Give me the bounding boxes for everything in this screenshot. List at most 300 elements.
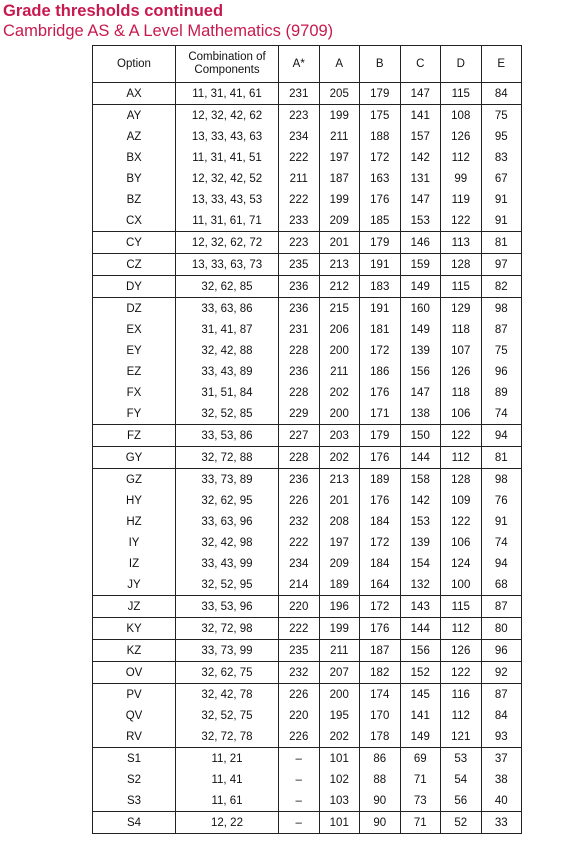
threshold-cell: 200 xyxy=(319,684,360,706)
threshold-cell: 98 xyxy=(481,469,522,491)
threshold-cell: 163 xyxy=(360,168,401,189)
threshold-cell: 139 xyxy=(400,532,441,553)
threshold-cell: 189 xyxy=(360,469,401,491)
grade-thresholds-table xyxy=(92,45,522,834)
components-cell: 11, 31, 41, 51 xyxy=(176,147,279,168)
threshold-cell: 101 xyxy=(319,812,360,834)
components-cell: 32, 62, 75 xyxy=(176,662,279,684)
table-row xyxy=(93,189,522,210)
threshold-cell: 96 xyxy=(481,640,522,662)
threshold-cell: 176 xyxy=(360,490,401,511)
threshold-cell: 207 xyxy=(319,662,360,684)
threshold-cell: 181 xyxy=(360,319,401,340)
threshold-cell: 229 xyxy=(279,403,320,425)
threshold-cell: 220 xyxy=(279,596,320,618)
components-cell: 12, 32, 62, 72 xyxy=(176,232,279,254)
table-row xyxy=(93,662,522,684)
page-subtitle: Cambridge AS & A Level Mathematics (9709) xyxy=(3,22,334,40)
threshold-cell: 232 xyxy=(279,511,320,532)
table-row xyxy=(93,126,522,147)
threshold-cell: 100 xyxy=(441,574,482,596)
threshold-cell: 179 xyxy=(360,425,401,447)
threshold-cell: 112 xyxy=(441,447,482,469)
threshold-cell: 92 xyxy=(481,662,522,684)
threshold-cell: 188 xyxy=(360,126,401,147)
threshold-cell: 152 xyxy=(400,662,441,684)
threshold-cell: 94 xyxy=(481,553,522,574)
components-cell: 13, 33, 43, 63 xyxy=(176,126,279,147)
components-cell: 33, 73, 89 xyxy=(176,469,279,491)
table-row xyxy=(93,790,522,812)
threshold-cell: 236 xyxy=(279,361,320,382)
threshold-cell: 82 xyxy=(481,276,522,298)
threshold-cell: 175 xyxy=(360,105,401,127)
table-row xyxy=(93,574,522,596)
threshold-cell: 126 xyxy=(441,640,482,662)
option-cell: HY xyxy=(93,490,176,511)
threshold-cell: 211 xyxy=(279,168,320,189)
threshold-cell: 201 xyxy=(319,232,360,254)
threshold-cell: 126 xyxy=(441,126,482,147)
column-header: A xyxy=(319,46,360,83)
option-cell: PV xyxy=(93,684,176,706)
threshold-cell: 222 xyxy=(279,147,320,168)
threshold-cell: 202 xyxy=(319,726,360,748)
threshold-cell: 211 xyxy=(319,640,360,662)
option-cell: DY xyxy=(93,276,176,298)
column-header: B xyxy=(360,46,401,83)
threshold-cell: 187 xyxy=(360,640,401,662)
option-cell: GZ xyxy=(93,469,176,491)
threshold-cell: 131 xyxy=(400,168,441,189)
table-row xyxy=(93,511,522,532)
option-cell: BY xyxy=(93,168,176,189)
threshold-cell: 236 xyxy=(279,469,320,491)
table-row xyxy=(93,319,522,340)
option-cell: EZ xyxy=(93,361,176,382)
option-cell: BZ xyxy=(93,189,176,210)
threshold-cell: 199 xyxy=(319,618,360,640)
column-header: A* xyxy=(279,46,320,83)
components-cell: 32, 42, 78 xyxy=(176,684,279,706)
threshold-cell: 38 xyxy=(481,769,522,790)
threshold-cell: 191 xyxy=(360,254,401,276)
column-header: D xyxy=(441,46,482,83)
threshold-cell: 147 xyxy=(400,83,441,105)
option-cell: KZ xyxy=(93,640,176,662)
table-row xyxy=(93,705,522,726)
threshold-cell: 235 xyxy=(279,254,320,276)
threshold-cell: 200 xyxy=(319,340,360,361)
table-row xyxy=(93,361,522,382)
table-header-row xyxy=(93,46,522,83)
threshold-cell: 144 xyxy=(400,618,441,640)
option-cell: EY xyxy=(93,340,176,361)
threshold-cell: 228 xyxy=(279,382,320,403)
table-row xyxy=(93,490,522,511)
table-row xyxy=(93,748,522,770)
threshold-cell: 87 xyxy=(481,319,522,340)
threshold-cell: 208 xyxy=(319,511,360,532)
threshold-cell: 172 xyxy=(360,596,401,618)
threshold-cell: 187 xyxy=(319,168,360,189)
threshold-cell: 235 xyxy=(279,640,320,662)
table-row xyxy=(93,684,522,706)
threshold-cell: 209 xyxy=(319,553,360,574)
components-cell: 32, 72, 98 xyxy=(176,618,279,640)
components-cell: 13, 33, 43, 53 xyxy=(176,189,279,210)
threshold-cell: 228 xyxy=(279,447,320,469)
threshold-cell: 147 xyxy=(400,382,441,403)
threshold-cell: 115 xyxy=(441,83,482,105)
threshold-cell: 176 xyxy=(360,618,401,640)
threshold-cell: 184 xyxy=(360,511,401,532)
components-cell: 33, 43, 89 xyxy=(176,361,279,382)
page-title: Grade thresholds continued xyxy=(3,2,224,20)
threshold-cell: 189 xyxy=(319,574,360,596)
threshold-cell: 199 xyxy=(319,189,360,210)
option-cell: AX xyxy=(93,83,176,105)
table-row xyxy=(93,105,522,127)
components-cell: 12, 22 xyxy=(176,812,279,834)
threshold-cell: 174 xyxy=(360,684,401,706)
threshold-cell: 96 xyxy=(481,361,522,382)
components-cell: 11, 21 xyxy=(176,748,279,770)
threshold-cell: 223 xyxy=(279,105,320,127)
threshold-cell: 143 xyxy=(400,596,441,618)
threshold-cell: 98 xyxy=(481,298,522,320)
threshold-cell: 112 xyxy=(441,705,482,726)
components-cell: 33, 73, 99 xyxy=(176,640,279,662)
threshold-cell: 146 xyxy=(400,232,441,254)
threshold-cell: 213 xyxy=(319,469,360,491)
threshold-cell: 153 xyxy=(400,210,441,232)
components-cell: 11, 41 xyxy=(176,769,279,790)
threshold-cell: 179 xyxy=(360,232,401,254)
option-cell: EX xyxy=(93,319,176,340)
threshold-cell: 226 xyxy=(279,684,320,706)
threshold-cell: 71 xyxy=(400,769,441,790)
table-row xyxy=(93,812,522,834)
threshold-cell: 191 xyxy=(360,298,401,320)
threshold-cell: 74 xyxy=(481,403,522,425)
threshold-cell: 122 xyxy=(441,662,482,684)
option-cell: HZ xyxy=(93,511,176,532)
threshold-cell: 196 xyxy=(319,596,360,618)
threshold-cell: 172 xyxy=(360,340,401,361)
threshold-cell: 93 xyxy=(481,726,522,748)
threshold-cell: 109 xyxy=(441,490,482,511)
threshold-cell: 75 xyxy=(481,105,522,127)
threshold-cell: 220 xyxy=(279,705,320,726)
threshold-cell: – xyxy=(279,812,320,834)
threshold-cell: 54 xyxy=(441,769,482,790)
components-cell: 33, 63, 96 xyxy=(176,511,279,532)
threshold-cell: 121 xyxy=(441,726,482,748)
threshold-cell: 90 xyxy=(360,790,401,812)
threshold-cell: 106 xyxy=(441,403,482,425)
threshold-cell: – xyxy=(279,790,320,812)
option-cell: JY xyxy=(93,574,176,596)
threshold-cell: 91 xyxy=(481,189,522,210)
threshold-cell: 115 xyxy=(441,596,482,618)
threshold-cell: 91 xyxy=(481,210,522,232)
components-cell: 32, 42, 98 xyxy=(176,532,279,553)
option-cell: S3 xyxy=(93,790,176,812)
threshold-cell: 81 xyxy=(481,447,522,469)
table-row xyxy=(93,726,522,748)
option-cell: S1 xyxy=(93,748,176,770)
threshold-cell: 94 xyxy=(481,425,522,447)
option-cell: S4 xyxy=(93,812,176,834)
threshold-cell: 84 xyxy=(481,705,522,726)
threshold-cell: 101 xyxy=(319,748,360,770)
threshold-cell: – xyxy=(279,769,320,790)
threshold-cell: 144 xyxy=(400,447,441,469)
threshold-cell: 231 xyxy=(279,83,320,105)
threshold-cell: 154 xyxy=(400,553,441,574)
threshold-cell: 182 xyxy=(360,662,401,684)
threshold-cell: 118 xyxy=(441,319,482,340)
option-cell: S2 xyxy=(93,769,176,790)
threshold-cell: 227 xyxy=(279,425,320,447)
threshold-cell: 95 xyxy=(481,126,522,147)
table-row xyxy=(93,210,522,232)
components-cell: 12, 32, 42, 52 xyxy=(176,168,279,189)
threshold-cell: 203 xyxy=(319,425,360,447)
threshold-cell: 158 xyxy=(400,469,441,491)
threshold-cell: 97 xyxy=(481,254,522,276)
table-body xyxy=(93,83,522,834)
threshold-cell: 202 xyxy=(319,447,360,469)
threshold-cell: 171 xyxy=(360,403,401,425)
components-cell: 32, 62, 85 xyxy=(176,276,279,298)
threshold-cell: 197 xyxy=(319,147,360,168)
threshold-cell: 138 xyxy=(400,403,441,425)
threshold-cell: 184 xyxy=(360,553,401,574)
threshold-cell: 108 xyxy=(441,105,482,127)
threshold-cell: 103 xyxy=(319,790,360,812)
threshold-cell: 86 xyxy=(360,748,401,770)
threshold-cell: 149 xyxy=(400,276,441,298)
threshold-cell: 176 xyxy=(360,447,401,469)
components-cell: 32, 52, 75 xyxy=(176,705,279,726)
table-row xyxy=(93,254,522,276)
threshold-cell: 84 xyxy=(481,83,522,105)
threshold-cell: 200 xyxy=(319,403,360,425)
threshold-cell: 89 xyxy=(481,382,522,403)
threshold-cell: 226 xyxy=(279,490,320,511)
threshold-cell: 128 xyxy=(441,254,482,276)
threshold-cell: 170 xyxy=(360,705,401,726)
components-cell: 11, 31, 61, 71 xyxy=(176,210,279,232)
threshold-cell: 206 xyxy=(319,319,360,340)
threshold-cell: 149 xyxy=(400,319,441,340)
threshold-cell: 99 xyxy=(441,168,482,189)
threshold-cell: 159 xyxy=(400,254,441,276)
threshold-cell: 185 xyxy=(360,210,401,232)
threshold-cell: 211 xyxy=(319,126,360,147)
threshold-cell: 150 xyxy=(400,425,441,447)
option-cell: KY xyxy=(93,618,176,640)
threshold-cell: 211 xyxy=(319,361,360,382)
option-cell: AY xyxy=(93,105,176,127)
threshold-cell: 156 xyxy=(400,361,441,382)
threshold-cell: 202 xyxy=(319,382,360,403)
threshold-cell: 142 xyxy=(400,147,441,168)
threshold-cell: 142 xyxy=(400,490,441,511)
table-row xyxy=(93,382,522,403)
threshold-cell: 56 xyxy=(441,790,482,812)
components-cell: 33, 53, 96 xyxy=(176,596,279,618)
option-cell: IY xyxy=(93,532,176,553)
option-cell: JZ xyxy=(93,596,176,618)
option-cell: AZ xyxy=(93,126,176,147)
table-row xyxy=(93,232,522,254)
threshold-cell: 68 xyxy=(481,574,522,596)
components-cell: 31, 51, 84 xyxy=(176,382,279,403)
threshold-cell: 236 xyxy=(279,276,320,298)
threshold-cell: 232 xyxy=(279,662,320,684)
option-cell: CX xyxy=(93,210,176,232)
components-cell: 32, 42, 88 xyxy=(176,340,279,361)
threshold-cell: 197 xyxy=(319,532,360,553)
threshold-cell: 129 xyxy=(441,298,482,320)
components-cell: 31, 41, 87 xyxy=(176,319,279,340)
threshold-cell: 212 xyxy=(319,276,360,298)
threshold-cell: 40 xyxy=(481,790,522,812)
threshold-cell: 119 xyxy=(441,189,482,210)
threshold-cell: 90 xyxy=(360,812,401,834)
threshold-cell: 132 xyxy=(400,574,441,596)
threshold-cell: 53 xyxy=(441,748,482,770)
components-cell: 32, 72, 88 xyxy=(176,447,279,469)
components-cell: 33, 63, 86 xyxy=(176,298,279,320)
components-cell: 13, 33, 63, 73 xyxy=(176,254,279,276)
components-cell: 33, 43, 99 xyxy=(176,553,279,574)
table-row xyxy=(93,469,522,491)
components-cell: 11, 31, 41, 61 xyxy=(176,83,279,105)
threshold-cell: 147 xyxy=(400,189,441,210)
threshold-cell: 223 xyxy=(279,232,320,254)
threshold-cell: 186 xyxy=(360,361,401,382)
threshold-cell: 91 xyxy=(481,511,522,532)
threshold-cell: 75 xyxy=(481,340,522,361)
threshold-cell: 234 xyxy=(279,553,320,574)
threshold-cell: 179 xyxy=(360,83,401,105)
column-header: Option xyxy=(93,46,176,83)
components-cell: 32, 52, 95 xyxy=(176,574,279,596)
components-cell: 32, 52, 85 xyxy=(176,403,279,425)
threshold-cell: 71 xyxy=(400,812,441,834)
threshold-cell: 222 xyxy=(279,532,320,553)
threshold-cell: 87 xyxy=(481,684,522,706)
table-row xyxy=(93,276,522,298)
threshold-cell: 113 xyxy=(441,232,482,254)
threshold-cell: 172 xyxy=(360,147,401,168)
threshold-cell: 124 xyxy=(441,553,482,574)
threshold-cell: 141 xyxy=(400,105,441,127)
threshold-cell: 157 xyxy=(400,126,441,147)
column-header: C xyxy=(400,46,441,83)
threshold-cell: 176 xyxy=(360,382,401,403)
table-row xyxy=(93,403,522,425)
threshold-cell: 122 xyxy=(441,511,482,532)
table-row xyxy=(93,596,522,618)
document-header xyxy=(3,1,333,41)
threshold-cell: 209 xyxy=(319,210,360,232)
threshold-cell: 145 xyxy=(400,684,441,706)
threshold-cell: 164 xyxy=(360,574,401,596)
threshold-cell: 37 xyxy=(481,748,522,770)
threshold-cell: 226 xyxy=(279,726,320,748)
threshold-cell: 73 xyxy=(400,790,441,812)
threshold-cell: 115 xyxy=(441,276,482,298)
threshold-cell: 118 xyxy=(441,382,482,403)
threshold-cell: 214 xyxy=(279,574,320,596)
table-row xyxy=(93,640,522,662)
threshold-cell: 112 xyxy=(441,147,482,168)
threshold-cell: 205 xyxy=(319,83,360,105)
column-header: Combination of Components xyxy=(176,46,279,83)
threshold-cell: 67 xyxy=(481,168,522,189)
threshold-cell: 88 xyxy=(360,769,401,790)
threshold-cell: 231 xyxy=(279,319,320,340)
option-cell: OV xyxy=(93,662,176,684)
threshold-cell: 33 xyxy=(481,812,522,834)
threshold-cell: 234 xyxy=(279,126,320,147)
threshold-cell: 112 xyxy=(441,618,482,640)
column-header: E xyxy=(481,46,522,83)
threshold-cell: 69 xyxy=(400,748,441,770)
table-row xyxy=(93,553,522,574)
threshold-cell: 74 xyxy=(481,532,522,553)
threshold-cell: 107 xyxy=(441,340,482,361)
threshold-cell: 83 xyxy=(481,147,522,168)
components-cell: 11, 61 xyxy=(176,790,279,812)
option-cell: FY xyxy=(93,403,176,425)
threshold-cell: 178 xyxy=(360,726,401,748)
option-cell: DZ xyxy=(93,298,176,320)
threshold-cell: 176 xyxy=(360,189,401,210)
option-cell: GY xyxy=(93,447,176,469)
threshold-cell: 128 xyxy=(441,469,482,491)
table-row xyxy=(93,147,522,168)
threshold-cell: 153 xyxy=(400,511,441,532)
threshold-cell: 195 xyxy=(319,705,360,726)
threshold-cell: 81 xyxy=(481,232,522,254)
threshold-cell: 213 xyxy=(319,254,360,276)
option-cell: RV xyxy=(93,726,176,748)
threshold-cell: 52 xyxy=(441,812,482,834)
table-row xyxy=(93,83,522,105)
option-cell: CZ xyxy=(93,254,176,276)
threshold-cell: 102 xyxy=(319,769,360,790)
option-cell: FZ xyxy=(93,425,176,447)
threshold-cell: 87 xyxy=(481,596,522,618)
option-cell: BX xyxy=(93,147,176,168)
threshold-cell: 201 xyxy=(319,490,360,511)
threshold-cell: 215 xyxy=(319,298,360,320)
table-row xyxy=(93,340,522,361)
threshold-cell: 228 xyxy=(279,340,320,361)
threshold-cell: – xyxy=(279,748,320,770)
threshold-cell: 80 xyxy=(481,618,522,640)
table-row xyxy=(93,532,522,553)
option-cell: QV xyxy=(93,705,176,726)
threshold-cell: 222 xyxy=(279,618,320,640)
threshold-cell: 76 xyxy=(481,490,522,511)
